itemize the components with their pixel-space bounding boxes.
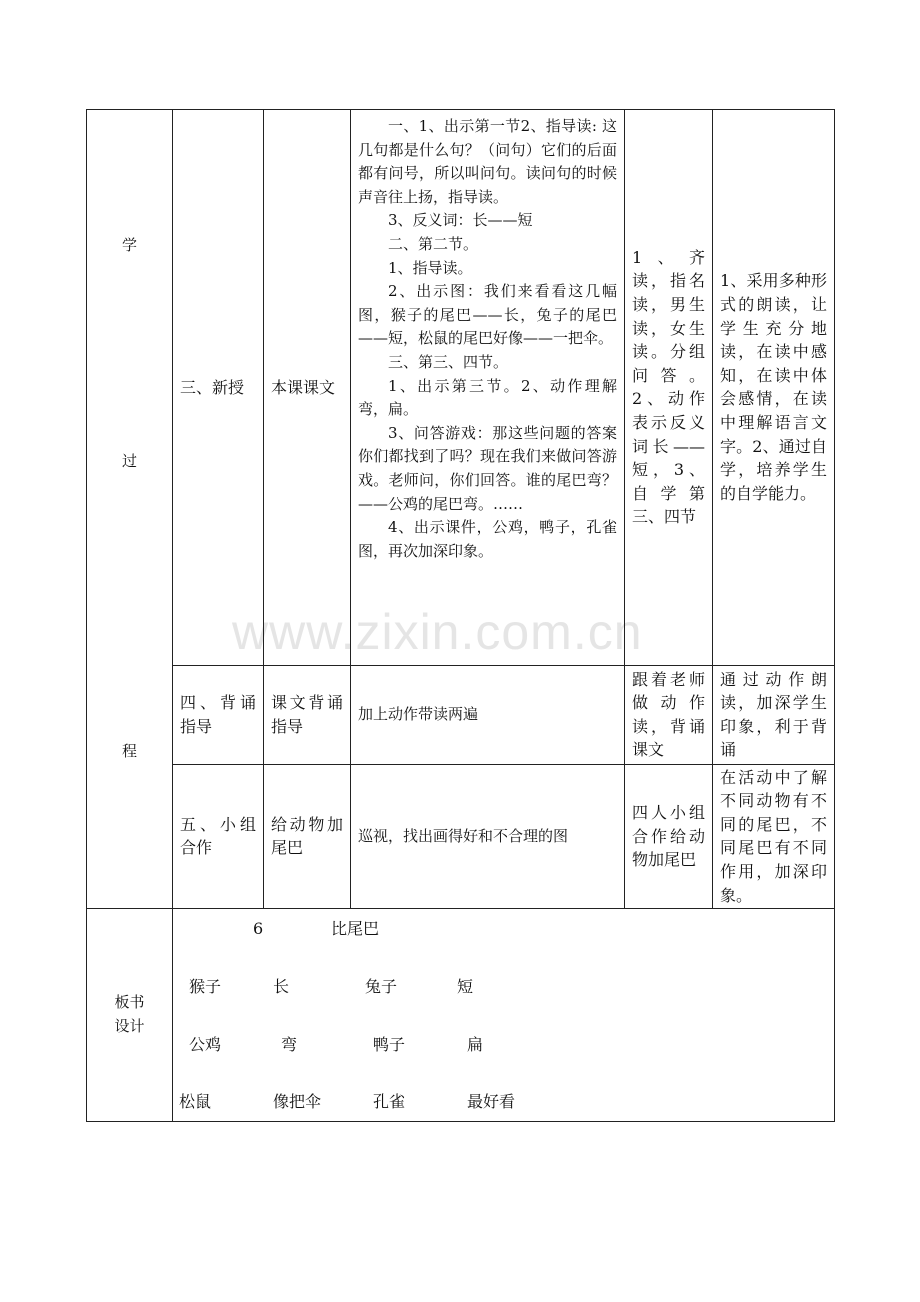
stage-label: 五、小组合作 xyxy=(180,814,256,858)
table-row xyxy=(87,665,835,764)
teacher-activity-line: 3、反义词：长——短 xyxy=(388,211,533,230)
content-cell xyxy=(264,665,351,764)
watermark-text: www.zixin.com.cn xyxy=(232,604,643,660)
board-word: 公鸡 xyxy=(189,1035,222,1054)
design-intent-text: 通过动作朗读，加深学生印象，利于背诵 xyxy=(720,669,827,760)
board-lesson-title: 比尾巴 xyxy=(331,919,380,938)
content-cell xyxy=(264,110,351,666)
stage-cell xyxy=(173,764,264,908)
teacher-activity-line: 3、问答游戏：那这些问题的答案你们都找到了吗？现在我们来做问答游戏。老师问，你们回答。谁的尾巴弯？——公鸡的尾巴弯。…… xyxy=(358,423,617,513)
content-cell xyxy=(264,764,351,908)
teacher-activity-line: 加上动作带读两遍 xyxy=(358,704,479,723)
board-word: 最好看 xyxy=(467,1092,516,1111)
board-word: 弯 xyxy=(281,1035,298,1054)
stage-label: 四、背诵指导 xyxy=(180,693,256,736)
board-word: 兔子 xyxy=(365,977,398,996)
table-row xyxy=(87,764,835,908)
content-label: 本课课文 xyxy=(271,377,336,397)
content-label: 给动物加尾巴 xyxy=(271,814,343,858)
teacher-activity-cell xyxy=(351,764,625,908)
stage-cell xyxy=(173,110,264,666)
stage-label: 三、新授 xyxy=(180,377,245,397)
content-label: 课文背诵指导 xyxy=(271,693,343,736)
teacher-activity-line: 1、指导读。 xyxy=(388,258,473,277)
student-activity-cell xyxy=(625,665,713,764)
process-label-cell xyxy=(87,110,173,909)
lesson-plan-table xyxy=(86,109,835,1122)
student-activity-text: 跟着老师做动作读，背诵课文 xyxy=(632,669,705,760)
board-word: 猴子 xyxy=(189,977,222,996)
teacher-activity-line: 二、第二节。 xyxy=(388,234,479,253)
process-label-char: 学 xyxy=(121,236,137,254)
design-intent-text: 1、采用多种形式的朗读，让学生充分地读，在读中感知，在读中体会感情，在读中理解语言文字。2、通过自学，培养学生的自学能力。 xyxy=(720,271,827,503)
teacher-activity-cell xyxy=(351,110,625,666)
board-word: 鸭子 xyxy=(373,1035,406,1054)
teacher-activity-line: 一、1、出示第一节2、指导读: 这几句都是什么句？（问句）它们的后面都有问号，所以叫问句。读问句的时候声音往上扬，指导读。 xyxy=(358,117,617,206)
board-word: 长 xyxy=(273,977,290,996)
student-activity-cell xyxy=(625,110,713,666)
table-row xyxy=(87,110,835,666)
student-activity-cell xyxy=(625,764,713,908)
student-activity-text: 1、齐读，指名读，男生读，女生读。分组问答。2、动作表示反义词长——短，3、自学第三、四节 xyxy=(632,247,705,527)
board-design-label: 板书设计 xyxy=(114,993,145,1035)
board-word: 扁 xyxy=(467,1035,484,1054)
teacher-activity-line: 4、出示课件，公鸡，鸭子，孔雀图，再次加深印象。 xyxy=(358,518,617,560)
board-word: 像把伞 xyxy=(273,1092,322,1111)
board-word: 短 xyxy=(457,977,474,996)
design-intent-text: 在活动中了解不同动物有不同的尾巴，不同尾巴有不同作用，加深印象。 xyxy=(720,767,827,905)
stage-cell xyxy=(173,665,264,764)
teacher-activity-line: 2、出示图：我们来看看这几幅图，猴子的尾巴——长，兔子的尾巴——短，松鼠的尾巴好像——一把伞。 xyxy=(358,282,617,348)
design-intent-cell xyxy=(713,764,835,908)
board-word: 孔雀 xyxy=(373,1092,406,1111)
design-intent-cell xyxy=(713,665,835,764)
process-label-char: 过 xyxy=(121,452,137,470)
teacher-activity-line: 巡视，找出画得好和不合理的图 xyxy=(358,826,569,845)
board-lesson-number: 6 xyxy=(253,919,264,938)
board-word: 松鼠 xyxy=(179,1092,212,1111)
table-row xyxy=(87,909,835,1122)
board-design-label-cell xyxy=(87,909,173,1122)
teacher-activity-cell xyxy=(351,665,625,764)
process-label-char: 程 xyxy=(121,742,137,760)
board-design-cell xyxy=(173,909,835,1122)
student-activity-text: 四人小组合作给动物加尾巴 xyxy=(632,803,705,870)
design-intent-cell xyxy=(713,110,835,666)
teacher-activity-line: 1、出示第三节。2、动作理解弯，扁。 xyxy=(358,376,617,419)
teacher-activity-line: 三、第三、四节。 xyxy=(388,352,509,371)
